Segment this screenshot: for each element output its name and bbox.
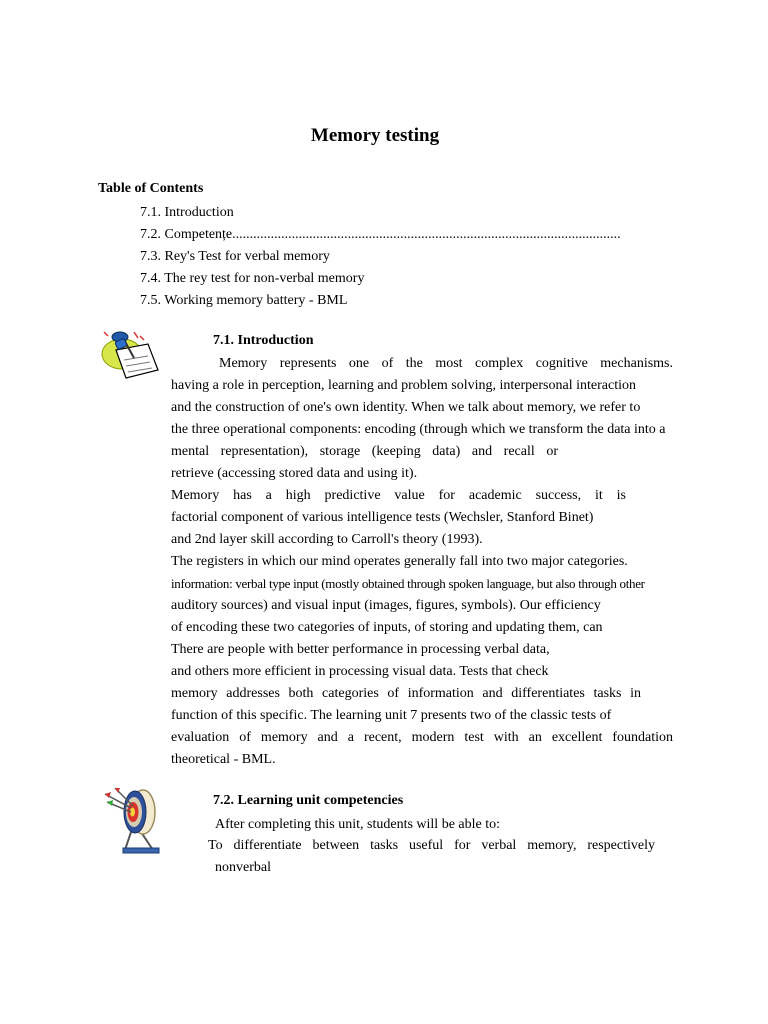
intro-line: of encoding these two categories of inputs, of storing and updating them, can bbox=[171, 620, 603, 635]
toc-item-rey-verbal[interactable]: 7.3. Rey's Test for verbal memory bbox=[140, 249, 330, 264]
intro-line: evaluation of memory and a recent, modern test with an excellent foundation bbox=[171, 730, 673, 745]
toc-heading: Table of Contents bbox=[98, 181, 204, 196]
intro-line: mental representation), storage (keeping data) and recall or bbox=[171, 444, 558, 459]
section-heading-competencies: 7.2. Learning unit competencies bbox=[213, 793, 404, 808]
intro-line: and others more efficient in processing visual data. Tests that check bbox=[171, 664, 549, 679]
intro-line: The registers in which our mind operates generally fall into two major categories. bbox=[171, 554, 628, 569]
introduction-paragraph bbox=[171, 353, 673, 771]
intro-line: information: verbal type input (mostly obtained through spoken language, but also through other bbox=[171, 576, 645, 591]
competencies-intro: After completing this unit, students will be able to: bbox=[215, 817, 501, 832]
intro-line: and 2nd layer skill according to Carroll's theory (1993). bbox=[171, 532, 483, 547]
document-title: Memory testing bbox=[310, 125, 440, 146]
toc-item-introduction[interactable]: 7.1. Introduction bbox=[140, 205, 234, 220]
intro-line: the three operational components: encoding (through which we transform the data into a bbox=[171, 422, 666, 437]
intro-line: having a role in perception, learning and problem solving, interpersonal interaction bbox=[171, 378, 636, 393]
intro-line: function of this specific. The learning unit 7 presents two of the classic tests of bbox=[171, 708, 612, 723]
intro-line: auditory sources) and visual input (images, figures, symbols). Our efficiency bbox=[171, 598, 601, 613]
toc-item-bml[interactable]: 7.5. Working memory battery - BML bbox=[140, 293, 348, 308]
competency-text: To differentiate between tasks useful for verbal memory, respectively bbox=[208, 838, 655, 853]
table-of-contents bbox=[140, 202, 621, 312]
intro-line: and the construction of one's own identity. When we talk about memory, we refer to bbox=[171, 400, 641, 415]
competency-text-continued: nonverbal bbox=[215, 860, 271, 875]
toc-item-rey-nonverbal[interactable]: 7.4. The rey test for non-verbal memory bbox=[140, 271, 365, 286]
intro-line: Memory has a high predictive value for academic success, it is bbox=[171, 488, 626, 503]
intro-line: There are people with better performance in processing verbal data, bbox=[171, 642, 550, 657]
intro-line: factorial component of various intelligence tests (Wechsler, Stanford Binet) bbox=[171, 510, 594, 525]
intro-line: memory addresses both categories of information and differentiates tasks in bbox=[171, 686, 641, 701]
target-arrows-icon bbox=[103, 786, 163, 856]
competency-bullet bbox=[195, 835, 655, 857]
intro-line: retrieve (accessing stored data and using it). bbox=[171, 466, 418, 481]
intro-line: Memory represents one of the most complex cognitive mechanisms. bbox=[219, 356, 673, 371]
pushpin-note-icon bbox=[100, 330, 160, 382]
section-heading-introduction: 7.1. Introduction bbox=[213, 333, 314, 348]
toc-item-competente[interactable]: 7.2. Competențe............................................................................................................... bbox=[140, 227, 621, 242]
intro-line: theoretical - BML. bbox=[171, 752, 276, 767]
